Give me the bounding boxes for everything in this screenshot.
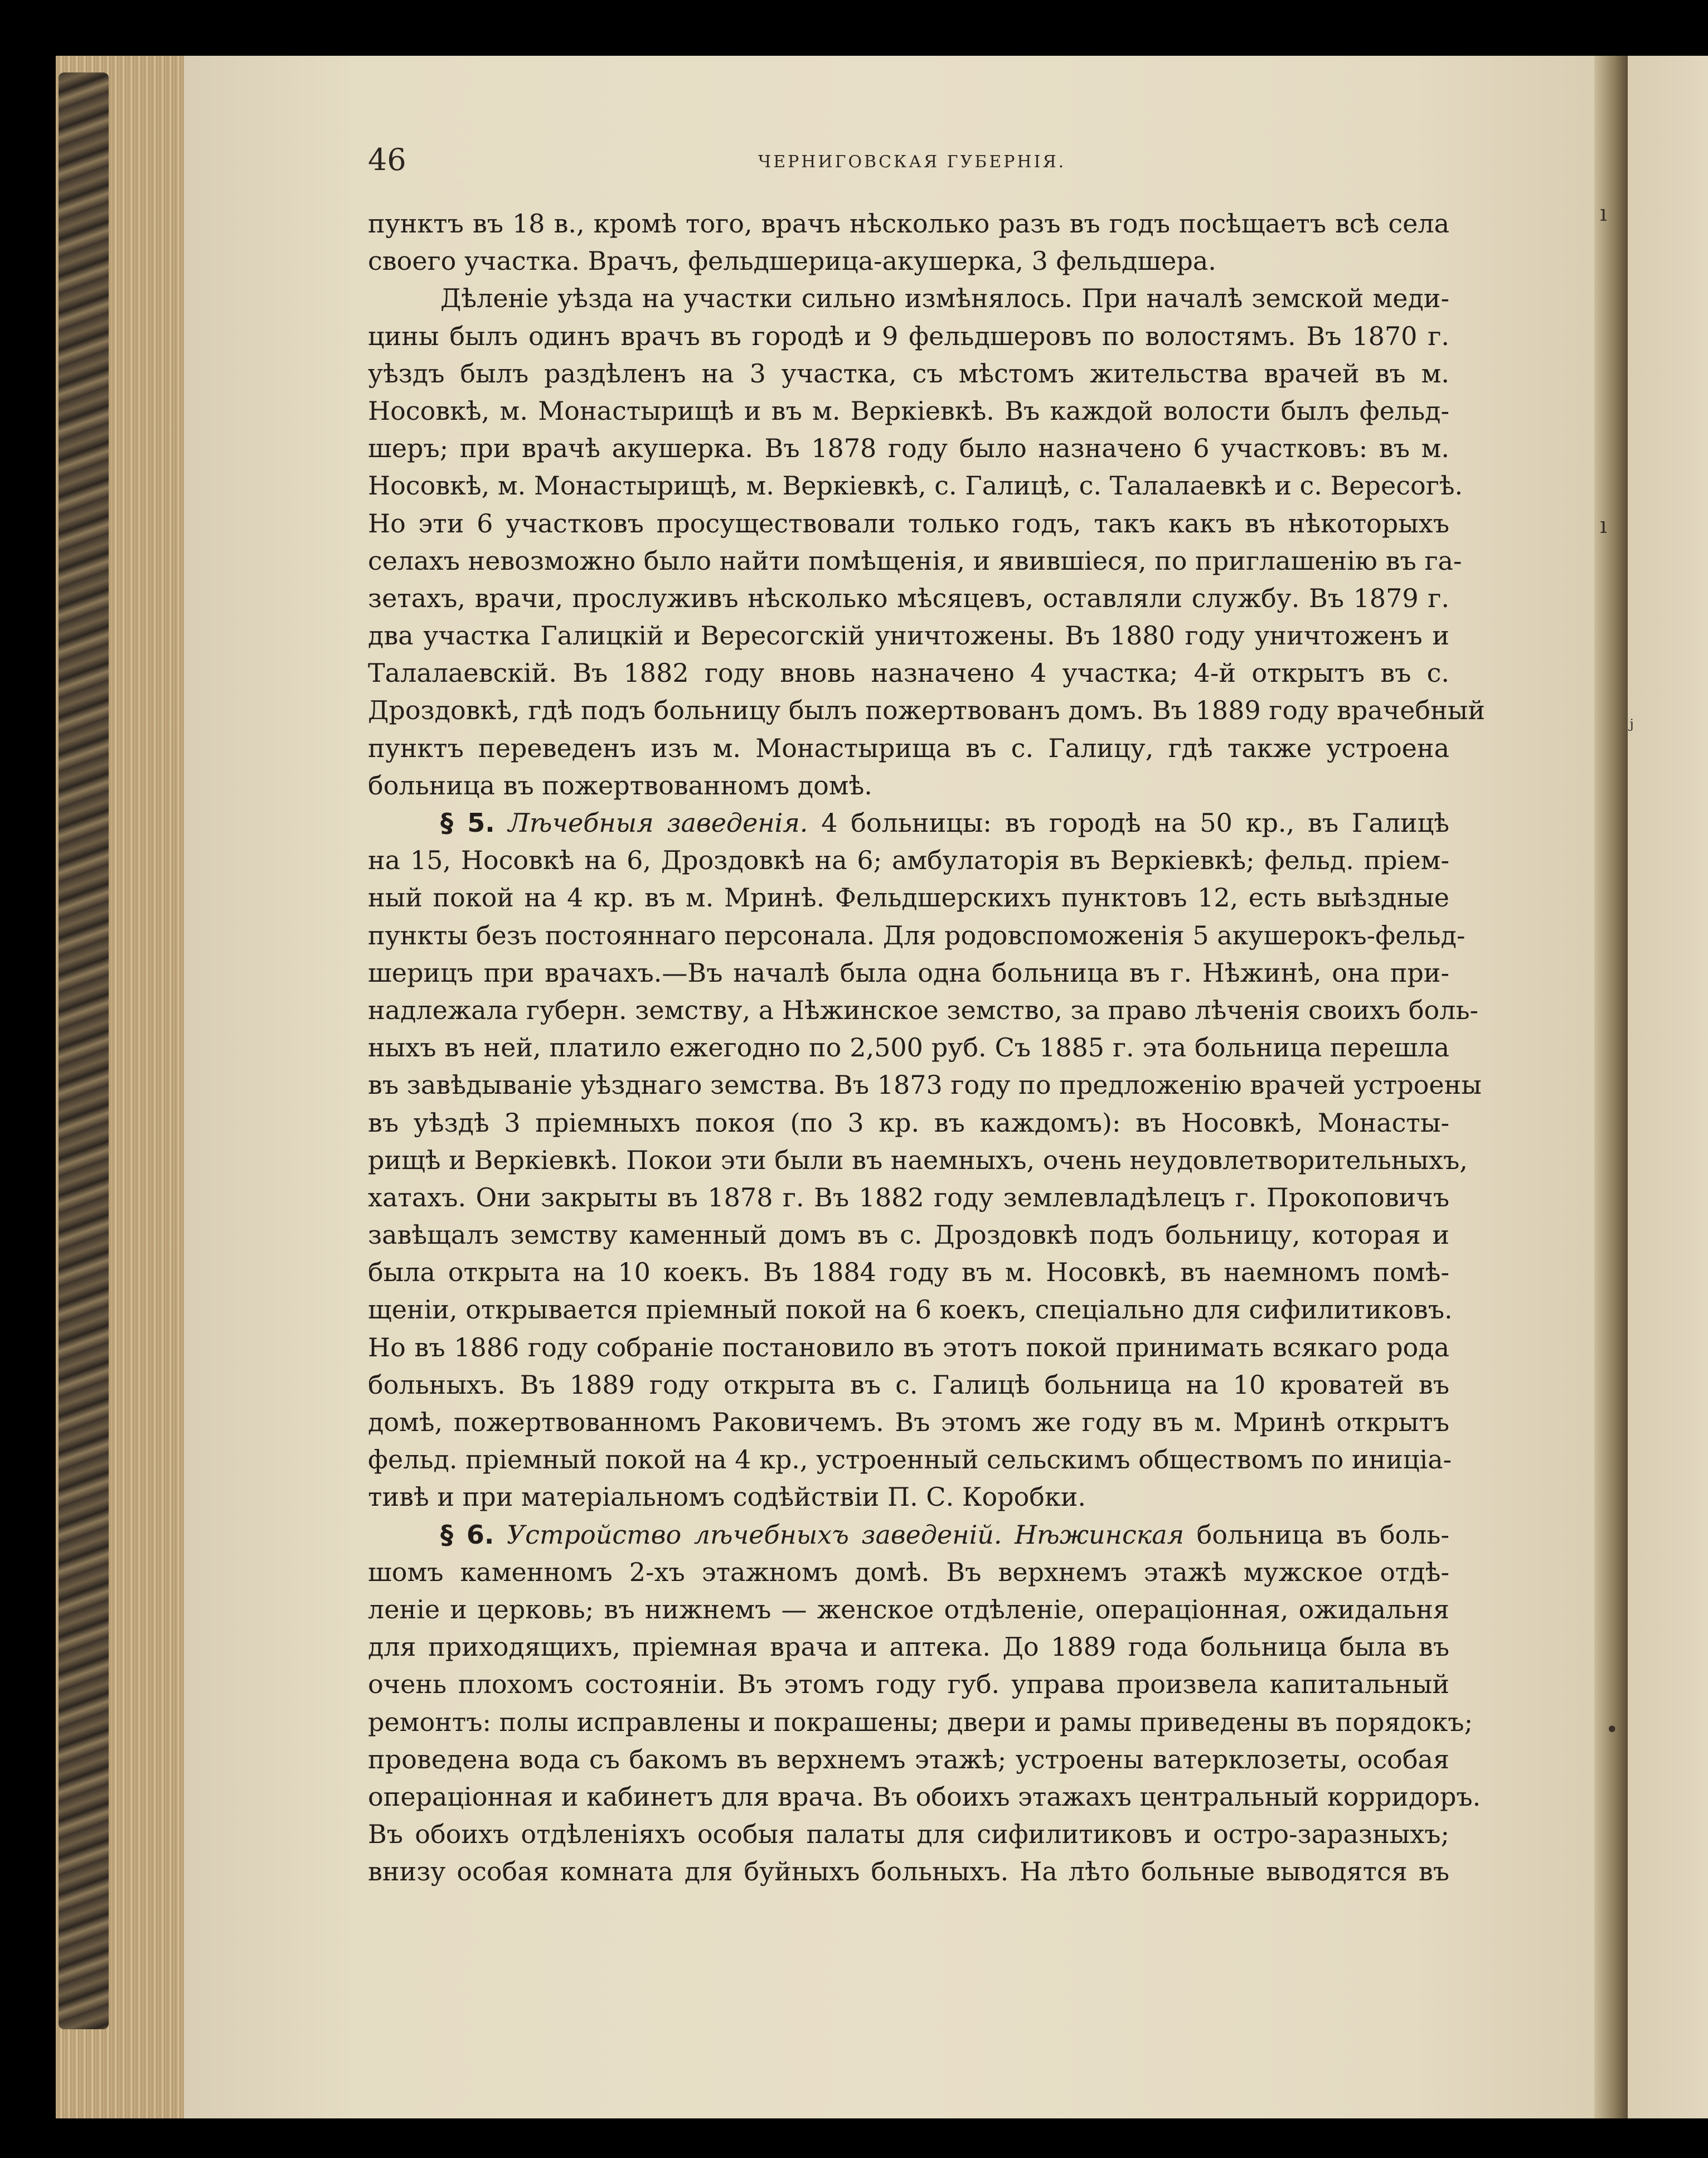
text-line: Талалаевскій. Въ 1882 году вновь назначено 4 участка; 4-й открытъ въ с.: [368, 658, 1449, 688]
text-line: щеніи, открывается пріемный покой на 6 коекъ, спеціально для сифилитиковъ.: [368, 1294, 1453, 1325]
text-line: проведена вода съ бакомъ въ верхнемъ этажѣ; устроены ватерклозеты, особая: [368, 1744, 1449, 1774]
text-line: въ уѣздѣ 3 пріемныхъ покоя (по 3 кр. въ каждомъ): въ Носовкѣ, Монасты-: [368, 1107, 1449, 1138]
text-line: пунктъ въ 18 в., кромѣ того, врачъ нѣсколько разъ въ годъ посѣщаетъ всѣ села: [368, 208, 1449, 239]
text-line: уѣздъ былъ раздѣленъ на 3 участка, съ мѣстомъ жительства врачей въ м.: [368, 358, 1449, 389]
text-line: операціонная и кабинетъ для врача. Въ обоихъ этажахъ центральный корридоръ.: [368, 1781, 1481, 1812]
book-cover-edge: [59, 72, 109, 2029]
section-5-first-line: 4 больницы: въ городѣ на 50 кр., въ Галицѣ: [821, 808, 1450, 838]
margin-mark: ı: [1600, 513, 1607, 539]
text-line: больныхъ. Въ 1889 году открыта въ с. Галицѣ больница на 10 кроватей въ: [368, 1369, 1449, 1400]
section-6-heading-line: [368, 1516, 1449, 1554]
text-line: пункты безъ постояннаго персонала. Для родовспоможенія 5 акушерокъ-фельд-: [368, 920, 1466, 951]
text-line: ныхъ въ ней, платило ежегодно по 2,500 руб. Съ 1885 г. эта больница перешла: [368, 1032, 1449, 1063]
text-line: домѣ, пожертвованномъ Раковичемъ. Въ этомъ же году въ м. Мринѣ открытъ: [368, 1407, 1449, 1437]
section-6-first-line: больница въ боль-: [1196, 1519, 1450, 1550]
book-gutter: [1594, 56, 1628, 2118]
next-page-edge: [1628, 56, 1708, 2118]
text-line: въ завѣдываніе уѣзднаго земства. Въ 1873 году по предложенію врачей устроены: [368, 1070, 1482, 1100]
text-line: для приходящихъ, пріемная врача и аптека. До 1889 года больница была въ: [368, 1632, 1449, 1662]
page-header: [368, 142, 1449, 187]
text-line: ремонтъ: полы исправлены и покрашены; двери и рамы приведены въ порядокъ;: [368, 1706, 1473, 1737]
text-line: тивѣ и при матеріальномъ содѣйствіи П. С. Коробки.: [368, 1482, 1086, 1512]
text-line: Дроздовкѣ, гдѣ подъ больницу былъ пожертвованъ домъ. Въ 1889 году врачебный: [368, 695, 1486, 726]
section-5-title: Лѣчебныя заведенія.: [508, 808, 808, 838]
text-line: внизу особая комната для буйныхъ больныхъ. На лѣто больные выводятся въ: [368, 1856, 1449, 1887]
text-line: шерицъ при врачахъ.—Въ началѣ была одна больница въ г. Нѣжинѣ, она при-: [368, 957, 1449, 988]
text-line: Но эти 6 участковъ просуществовали только годъ, такъ какъ въ нѣкоторыхъ: [368, 508, 1449, 539]
margin-mark: •: [1605, 1717, 1619, 1743]
text-line: Въ обоихъ отдѣленіяхъ особыя палаты для сифилитиковъ и остро-заразныхъ;: [368, 1819, 1449, 1850]
text-line: Носовкѣ, м. Монастырищѣ и въ м. Веркіевкѣ. Въ каждой волости былъ фельд-: [368, 395, 1449, 426]
text-line: завѣщалъ земству каменный домъ въ с. Дроздовкѣ подъ больницу, которая и: [368, 1220, 1449, 1250]
text-line: больница въ пожертвованномъ домѣ.: [368, 770, 872, 801]
text-line: два участка Галицкій и Вересогскій уничтожены. Въ 1880 году уничтоженъ и: [368, 620, 1449, 651]
section-6-number: § 6.: [440, 1519, 494, 1550]
text-line: фельд. пріемный покой на 4 кр., устроенный сельскимъ обществомъ по иниціа-: [368, 1444, 1452, 1475]
margin-mark: ⱼ: [1628, 708, 1634, 734]
text-line: пунктъ переведенъ изъ м. Монастырища въ с. Галицу, гдѣ также устроена: [368, 733, 1449, 763]
text-line: леніе и церковь; въ нижнемъ — женское отдѣленіе, операціонная, ожидальня: [368, 1594, 1449, 1624]
margin-mark: ı: [1600, 201, 1607, 226]
section-5-heading-line: [368, 804, 1449, 842]
section-6-title: Устройство лѣчебныхъ заведеній. Нѣжинская: [506, 1519, 1185, 1550]
text-line: своего участка. Врачъ, фельдшерица-акушерка, 3 фельдшера.: [368, 246, 1216, 277]
text-line: ный покой на 4 кр. въ м. Мринѣ. Фельдшерскихъ пунктовъ 12, есть выѣздные: [368, 882, 1449, 913]
running-head: ЧЕРНИГОВСКАЯ ГУБЕРНІЯ.: [758, 152, 1066, 172]
page-number: 46: [368, 142, 406, 177]
text-line: была открыта на 10 коекъ. Въ 1884 году въ м. Носовкѣ, въ наемномъ помѣ-: [368, 1257, 1449, 1288]
text-line: на 15, Носовкѣ на 6, Дроздовкѣ на 6; амбулаторія въ Веркіевкѣ; фельд. пріем-: [368, 845, 1449, 876]
text-line: очень плохомъ состояніи. Въ этомъ году губ. управа произвела капитальный: [368, 1669, 1449, 1700]
text-line: Носовкѣ, м. Монастырищѣ, м. Веркіевкѣ, с. Галицѣ, с. Талалаевкѣ и с. Вересогѣ.: [368, 471, 1463, 501]
text-line: Дѣленіе уѣзда на участки сильно измѣнялось. При началѣ земской меди-: [440, 283, 1449, 314]
text-line: рищѣ и Веркіевкѣ. Покои эти были въ наемныхъ, очень неудовлетворительныхъ,: [368, 1145, 1468, 1175]
text-line: надлежала губерн. земству, а Нѣжинское земство, за право лѣченія своихъ боль-: [368, 995, 1479, 1025]
section-5-number: § 5.: [440, 808, 495, 838]
text-line: Но въ 1886 году собраніе постановило въ этотъ покой принимать всякаго рода: [368, 1332, 1449, 1362]
body-text: [368, 205, 1486, 1890]
text-line: шеръ; при врачѣ акушерка. Въ 1878 году было назначено 6 участковъ: въ м.: [368, 433, 1449, 464]
text-line: шомъ каменномъ 2-хъ этажномъ домѣ. Въ верхнемъ этажѣ мужское отдѣ-: [368, 1556, 1449, 1587]
text-line: хатахъ. Они закрыты въ 1878 г. Въ 1882 году землевладѣлецъ г. Прокоповичъ: [368, 1182, 1449, 1213]
text-line: цины былъ одинъ врачъ въ городѣ и 9 фельдшеровъ по волостямъ. Въ 1870 г.: [368, 321, 1449, 351]
text-line: селахъ невозможно было найти помѣщенія, и явившіеся, по приглашенію въ га-: [368, 545, 1462, 576]
text-line: зетахъ, врачи, прослуживъ нѣсколько мѣсяцевъ, оставляли службу. Въ 1879 г.: [368, 583, 1449, 613]
